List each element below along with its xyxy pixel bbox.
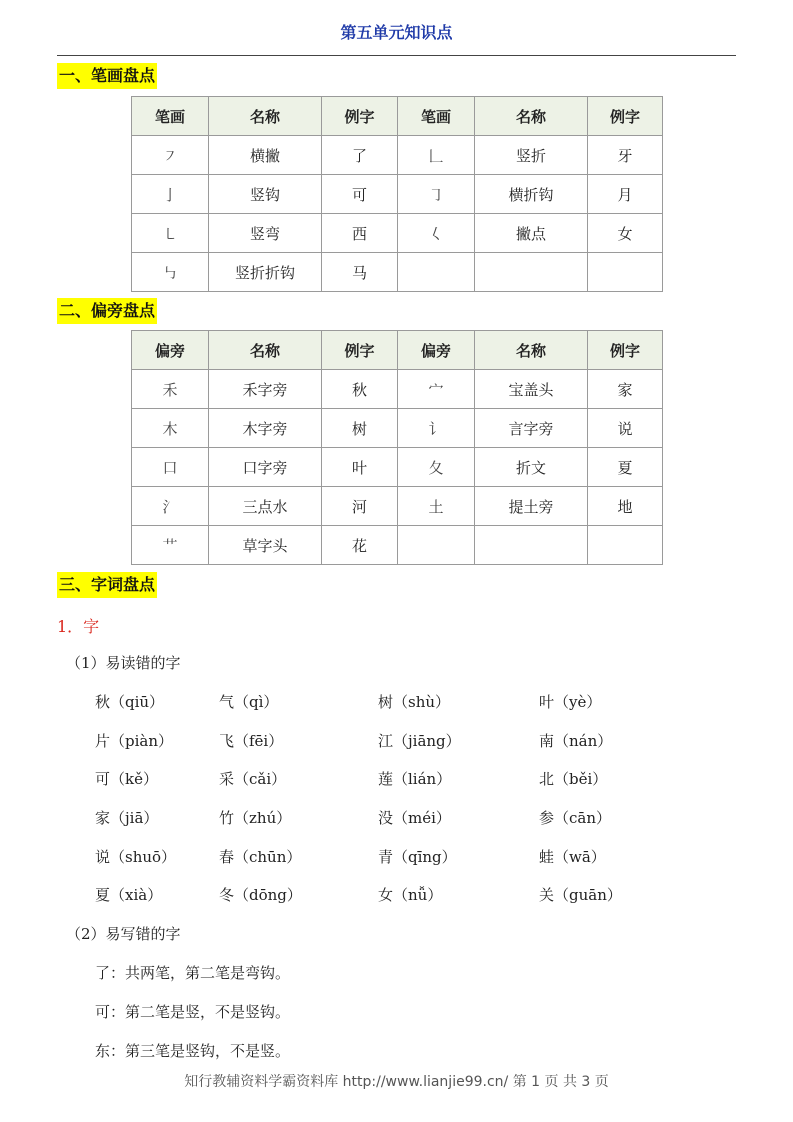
radical-cell: 讠 [398, 409, 475, 448]
pinyin-item: 青（qīng） [378, 848, 457, 866]
example-cell: 西 [322, 214, 398, 253]
name-cell: 禾字旁 [209, 370, 322, 409]
example-cell: 牙 [588, 136, 663, 175]
example-cell [588, 526, 663, 565]
pinyin-item: 飞（fēi） [219, 732, 284, 750]
example-cell: 马 [322, 253, 398, 292]
radical-table [131, 330, 663, 565]
name-cell [475, 526, 588, 565]
radical-cell [398, 526, 475, 565]
name-cell: 三点水 [209, 487, 322, 526]
stroke-cell: ㇇ [132, 136, 209, 175]
name-cell: 竖弯 [209, 214, 322, 253]
pinyin-item: 女（nǚ） [378, 886, 443, 904]
table-row [132, 526, 663, 565]
name-cell: 言字旁 [475, 409, 588, 448]
table-row [132, 448, 663, 487]
name-cell: 草字头 [209, 526, 322, 565]
radical-cell: 宀 [398, 370, 475, 409]
name-cell: 口字旁 [209, 448, 322, 487]
pinyin-item: 北（běi） [539, 770, 608, 788]
pinyin-item: 莲（lián） [378, 770, 452, 788]
table-row [132, 253, 663, 292]
header-cell: 名称 [209, 331, 322, 370]
pinyin-item: 春（chūn） [219, 848, 302, 866]
pinyin-row [95, 691, 735, 715]
stroke-cell: ㇄ [132, 214, 209, 253]
radical-cell: 艹 [132, 526, 209, 565]
pinyin-item: 关（guān） [539, 886, 622, 904]
pinyin-item: 树（shù） [378, 693, 451, 711]
stroke-cell: 𡿨 [398, 214, 475, 253]
pinyin-item: 竹（zhú） [219, 809, 292, 827]
part-misread-heading: （1）易读错的字 [66, 654, 181, 672]
name-cell: 横折钩 [475, 175, 588, 214]
name-cell: 竖折折钩 [209, 253, 322, 292]
example-cell: 地 [588, 487, 663, 526]
pinyin-item: 采（cǎi） [219, 770, 287, 788]
stroke-table [131, 96, 663, 292]
stroke-cell: ㇆ [398, 175, 475, 214]
pinyin-item: 南（nán） [539, 732, 613, 750]
table-row [132, 136, 663, 175]
example-cell: 叶 [322, 448, 398, 487]
table-header-row [132, 97, 663, 136]
header-cell: 例字 [588, 97, 663, 136]
section-strokes-heading: 一、笔画盘点 [57, 63, 157, 89]
table-row [132, 370, 663, 409]
stroke-cell [398, 253, 475, 292]
part-miswritten-heading: （2）易写错的字 [66, 925, 181, 943]
example-cell: 说 [588, 409, 663, 448]
subsection-characters: 1．字 [57, 617, 100, 636]
name-cell: 竖折 [475, 136, 588, 175]
radical-cell: 木 [132, 409, 209, 448]
pinyin-item: 参（cān） [539, 809, 612, 827]
header-cell: 名称 [475, 331, 588, 370]
name-cell: 木字旁 [209, 409, 322, 448]
name-cell: 横撇 [209, 136, 322, 175]
pinyin-item: 叶（yè） [539, 693, 602, 711]
header-cell: 例字 [322, 97, 398, 136]
title-divider [57, 55, 736, 56]
example-cell: 月 [588, 175, 663, 214]
example-cell: 夏 [588, 448, 663, 487]
header-cell: 偏旁 [398, 331, 475, 370]
example-cell: 家 [588, 370, 663, 409]
radical-cell: 氵 [132, 487, 209, 526]
writing-note: 了：共两笔，第二笔是弯钩。 [95, 964, 291, 982]
pinyin-row [95, 768, 735, 792]
pinyin-item: 家（jiā） [95, 809, 159, 827]
example-cell: 树 [322, 409, 398, 448]
table-row [132, 175, 663, 214]
stroke-cell: 𠃊 [398, 136, 475, 175]
pinyin-item: 江（jiāng） [378, 732, 461, 750]
pinyin-item: 没（méi） [378, 809, 451, 827]
pinyin-item: 蛙（wā） [539, 848, 606, 866]
pinyin-item: 可（kě） [95, 770, 158, 788]
example-cell: 可 [322, 175, 398, 214]
example-cell: 秋 [322, 370, 398, 409]
header-cell: 名称 [209, 97, 322, 136]
header-cell: 笔画 [398, 97, 475, 136]
stroke-cell: 亅 [132, 175, 209, 214]
example-cell: 女 [588, 214, 663, 253]
pinyin-item: 夏（xià） [95, 886, 163, 904]
radical-cell: 口 [132, 448, 209, 487]
pinyin-item: 冬（dōng） [219, 886, 302, 904]
pinyin-row [95, 884, 735, 908]
page-footer: 知行教辅资料学霸资料库 http://www.lianjie99.cn/ 第 1 页 共 3 页 [184, 1074, 609, 1090]
header-cell: 例字 [588, 331, 663, 370]
section-words-heading: 三、字词盘点 [57, 572, 157, 598]
example-cell: 花 [322, 526, 398, 565]
pinyin-item: 气（qì） [219, 693, 279, 711]
header-cell: 名称 [475, 97, 588, 136]
stroke-cell: ㇉ [132, 253, 209, 292]
writing-note: 可：第二笔是竖，不是竖钩。 [95, 1003, 291, 1021]
header-cell: 笔画 [132, 97, 209, 136]
pinyin-item: 片（piàn） [95, 732, 174, 750]
example-cell: 河 [322, 487, 398, 526]
radical-cell: 禾 [132, 370, 209, 409]
name-cell: 撇点 [475, 214, 588, 253]
example-cell: 了 [322, 136, 398, 175]
radical-cell: 土 [398, 487, 475, 526]
table-row [132, 487, 663, 526]
pinyin-row [95, 846, 735, 870]
name-cell [475, 253, 588, 292]
pinyin-row [95, 730, 735, 754]
table-row [132, 409, 663, 448]
name-cell: 宝盖头 [475, 370, 588, 409]
writing-note: 东：第三笔是竖钩，不是竖。 [95, 1042, 291, 1060]
radical-cell: 夂 [398, 448, 475, 487]
example-cell [588, 253, 663, 292]
name-cell: 提土旁 [475, 487, 588, 526]
header-cell: 例字 [322, 331, 398, 370]
table-row [132, 214, 663, 253]
pinyin-row [95, 807, 735, 831]
pinyin-item: 说（shuō） [95, 848, 177, 866]
header-cell: 偏旁 [132, 331, 209, 370]
name-cell: 竖钩 [209, 175, 322, 214]
name-cell: 折文 [475, 448, 588, 487]
table-header-row [132, 331, 663, 370]
page-title: 第五单元知识点 [340, 23, 453, 42]
pinyin-item: 秋（qiū） [95, 693, 165, 711]
section-radicals-heading: 二、偏旁盘点 [57, 298, 157, 324]
